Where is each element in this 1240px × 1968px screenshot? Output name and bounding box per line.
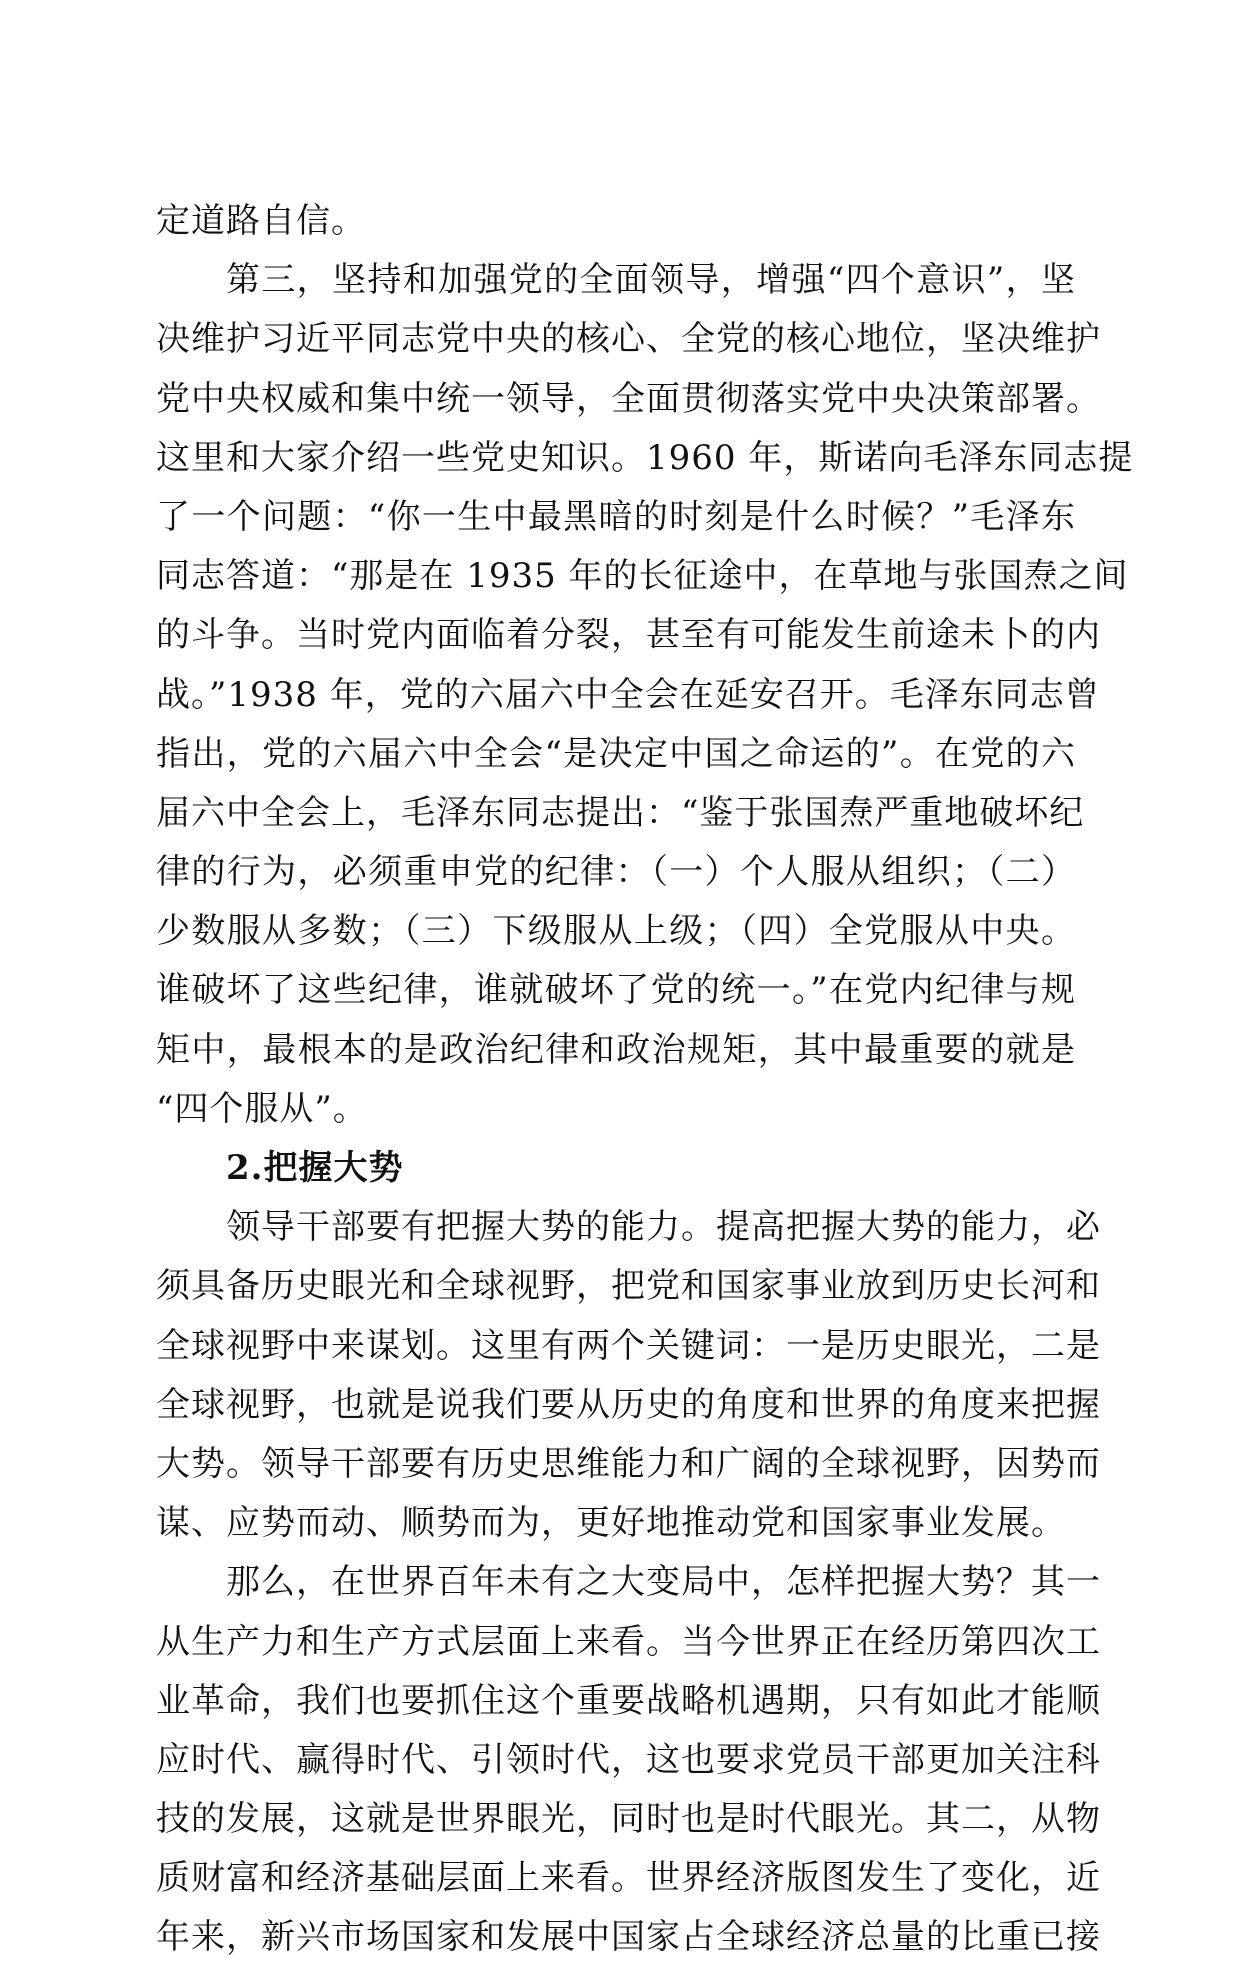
text-line: 应时代、赢得时代、引领时代，这也要求党员干部更加关注科	[156, 1739, 1101, 1780]
text-line: 年来，新兴市场国家和发展中国家占全球经济总量的比重已接	[156, 1917, 1101, 1958]
text-line: 业革命，我们也要抓住这个重要战略机遇期，只有如此才能顺	[156, 1680, 1101, 1721]
text-line: 同志答道：“那是在 1935 年的长征途中，在草地与张国焘之间	[156, 556, 1129, 597]
text-line: 从生产力和生产方式层面上来看。当今世界正在经历第四次工	[156, 1621, 1101, 1662]
text-line: 定道路自信。	[156, 201, 366, 241]
text-line: 质财富和经济基础层面上来看。世界经济版图发生了变化，近	[156, 1858, 1101, 1899]
text-line: 届六中全会上，毛泽东同志提出：“鉴于张国焘严重地破坏纪	[156, 792, 1085, 833]
text-line: 第三，坚持和加强党的全面领导，增强“四个意识”，坚	[226, 260, 1076, 301]
text-line: 矩中，最根本的是政治纪律和政治规矩，其中最重要的就是	[156, 1029, 1076, 1070]
text-line: 全球视野中来谋划。这里有两个关键词：一是历史眼光，二是	[156, 1325, 1101, 1366]
text-line: 指出，党的六届六中全会“是决定中国之命运的”。在党的六	[156, 733, 1076, 774]
text-line: 的斗争。当时党内面临着分裂，甚至有可能发生前途未卜的内	[156, 615, 1101, 656]
text-line: 领导干部要有把握大势的能力。提高把握大势的能力，必	[226, 1207, 1101, 1248]
text-line: 律的行为，必须重申党的纪律：（一）个人服从组织；（二）	[156, 852, 1076, 893]
text-line: 了一个问题：“你一生中最黑暗的时刻是什么时候？”毛泽东	[156, 496, 1076, 537]
text-line: 大势。领导干部要有历史思维能力和广阔的全球视野，因势而	[156, 1443, 1101, 1484]
text-line: 须具备历史眼光和全球视野，把党和国家事业放到历史长河和	[156, 1266, 1101, 1307]
text-line: 少数服从多数；（三）下级服从上级；（四）全党服从中央。	[156, 911, 1076, 952]
paragraph-continuation	[156, 192, 1134, 1968]
text-line: 决维护习近平同志党中央的核心、全党的核心地位，坚决维护	[156, 319, 1101, 360]
text-line: 全球视野，也就是说我们要从历史的角度和世界的角度来把握	[156, 1384, 1101, 1425]
text-line: 技的发展，这就是世界眼光，同时也是时代眼光。其二，从物	[156, 1799, 1101, 1840]
text-line: 谋、应势而动、顺势而为，更好地推动党和国家事业发展。	[156, 1503, 1066, 1544]
text-line: 那么，在世界百年未有之大变局中，怎样把握大势？其一	[226, 1562, 1101, 1603]
section-heading: 2.把握大势	[226, 1148, 404, 1188]
text-line: 战。”1938 年，党的六届六中全会在延安召开。毛泽东同志曾	[156, 674, 1100, 715]
text-line: “四个服从”。	[156, 1088, 368, 1129]
text-line: 这里和大家介绍一些党史知识。1960 年，斯诺向毛泽东同志提	[156, 437, 1134, 478]
text-line: 党中央权威和集中统一领导，全面贯彻落实党中央决策部署。	[156, 378, 1101, 419]
text-line: 谁破坏了这些纪律，谁就破坏了党的统一。”在党内纪律与规	[156, 970, 1076, 1011]
